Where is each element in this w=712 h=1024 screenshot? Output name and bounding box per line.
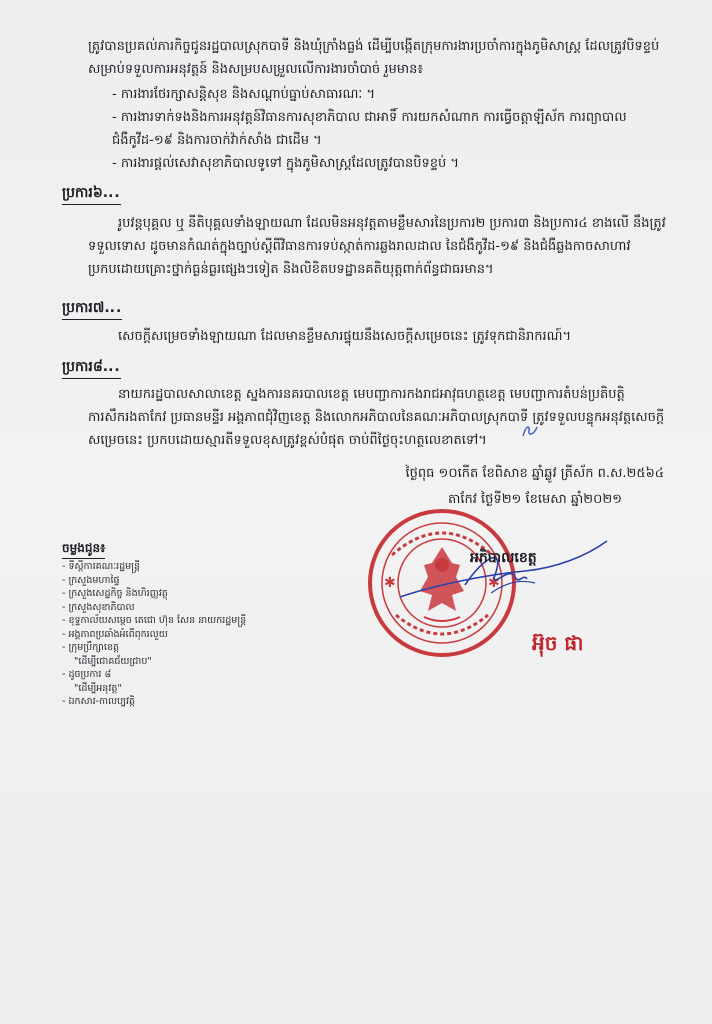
- article-8-text: នាយករដ្ឋបាលសាលាខេត្ត ស្នងការនគរបាលខេត្ត មេបញ្ជាការកងរាជអាវុធហត្ថខេត្ត មេបញ្ជាការតំបន់ប្រតិបត្តិការសឹករងតាកែវ ប្រធានមន្ទីរ អង្គភាពជុំវិញខេត្ត និងលោកអភិបាលនៃគណៈអភិបាលស្រុកបាទី ត្រូវទទួលបន្ទុកអនុវត្តសេចក្តីសម្រេចនេះ ប្រកបដោយស្មារតីទទួលខុសត្រូវខ្ពស់បំផុត ចាប់ពីថ្ងៃចុះហត្ថលេខាតទៅ។: [88, 387, 665, 448]
- list-item: - ដូចប្រការ ៨: [62, 669, 112, 680]
- svg-text:✱: ✱: [488, 575, 500, 591]
- signature-title: អភិបាលខេត្ត: [470, 550, 537, 566]
- list-item: - ក្រសួងមហាផ្ទៃ: [62, 574, 120, 586]
- signature-scribble: [395, 535, 610, 605]
- handwritten-mark: [520, 423, 540, 439]
- svg-text:✱: ✱: [384, 575, 396, 591]
- signer-name: អ៊ុច ផា: [532, 631, 584, 655]
- list-item: - ទីស្តីការគណៈរដ្ឋមន្ត្រី: [62, 561, 141, 572]
- article-7-text: សេចក្តីសម្រេចទាំងឡាយណា ដែលមានខ្លឹមសារផ្ទុយនឹងសេចក្តីសម្រេចនេះ ត្រូវទុកជានិរាករណ៍។: [118, 329, 572, 344]
- bullet-item-3: - ការងារផ្តល់សេវាសុខាភិបាលទូទៅ ក្នុងភូមិសាស្ត្រដែលត្រូវបានបិទខ្ទប់ ។: [112, 156, 459, 171]
- intro-paragraph: ត្រូវបានប្រគល់ភារកិច្ចជូនរដ្ឋបាលស្រុកបាទី និងឃុំក្រាំងធ្លង់ ដើម្បីបង្កើតក្រុមការងារប្រចាំការក្នុងភូមិសាស្ត្រ ដែលត្រូវបិទខ្ទប់ សម្រាប់ទទួលការអនុវត្តន៍ និងសម្របសម្រួលលើការងារចាំបាច់ រួមមាន៖: [88, 39, 660, 77]
- list-item: - ក្រុមប្រឹក្សាខេត្ត: [62, 642, 120, 653]
- list-item: "ដើម្បីជោគជ័យជ្រាប": [74, 655, 152, 667]
- list-item: - ឯកសារ-កាលប្បវត្តិ: [62, 696, 136, 707]
- solar-date: តាកែវ ថ្ងៃទី២១ ខែមេសា ឆ្នាំ២០២១: [448, 492, 622, 507]
- article-8-heading: ប្រការ៨...: [62, 357, 121, 379]
- list-item: - ក្រសួងសេដ្ឋកិច្ច និងហិរញ្ញវត្ថុ: [62, 588, 168, 599]
- list-item: "ដើម្បីអនុវត្ត": [74, 682, 122, 694]
- recipients-title: ចម្លងជូន៖: [62, 540, 105, 559]
- list-item: - ក្រសួងសុខាភិបាល: [62, 601, 135, 613]
- list-item: - អង្គភាពប្រឆាំងអំពើពុករលួយ: [62, 628, 168, 640]
- bullet-item-2: - ការងារទាក់ទងនិងការអនុវត្តន៍វិធានការសុខាភិបាល ជាអាទិ៍ ការយកសំណាក ការធ្វើចត្តាឡីស័ក ការព្យាបាលជំងឺកូវីដ-១៩ និងការចាក់វ៉ាក់សាំង ជាដើម ។: [112, 110, 627, 148]
- bullet-item-1: - ការងារថែរក្សាសន្តិសុខ និងសណ្តាប់ធ្នាប់សាធារណៈ ។: [112, 87, 376, 102]
- lunar-date: ថ្ងៃពុធ ១០កើត ខែពិសាខ ឆ្នាំឆ្លូវ ត្រីស័ក ព.ស.២៥៦៤: [405, 466, 664, 481]
- article-7-heading: ប្រការ៧...: [62, 298, 122, 320]
- recipients-list: [62, 560, 246, 709]
- article-6-heading: ប្រការ៦...: [62, 183, 121, 205]
- list-item: - ខុទ្ទកាល័យសម្តេច តេជោ ហ៊ុន សែន នាយករដ្ឋមន្ត្រី: [62, 615, 247, 626]
- article-6-text: រូបវន្តបុគ្គល ឬ នីតិបុគ្គលទាំងឡាយណា ដែលមិនអនុវត្តតាមខ្លឹមសារនៃប្រការ២ ប្រការ៣ និងប្រការ៤ ខាងលើ នឹងត្រូវទទួលទោស ដូចមានកំណត់ក្នុងច្បាប់ស្តីពីវិធានការទប់ស្កាត់ការឆ្លងរាលដាល នៃជំងឺកូវីដ-១៩ និងជំងឺឆ្លងកាចសាហាវប្រកបដោយគ្រោះថ្នាក់ធ្ងន់ធ្ងរផ្សេងៗទៀត និងលិខិតបទដ្ឋានគតិយុត្តពាក់ព័ន្ធជាធរមាន។: [88, 216, 666, 277]
